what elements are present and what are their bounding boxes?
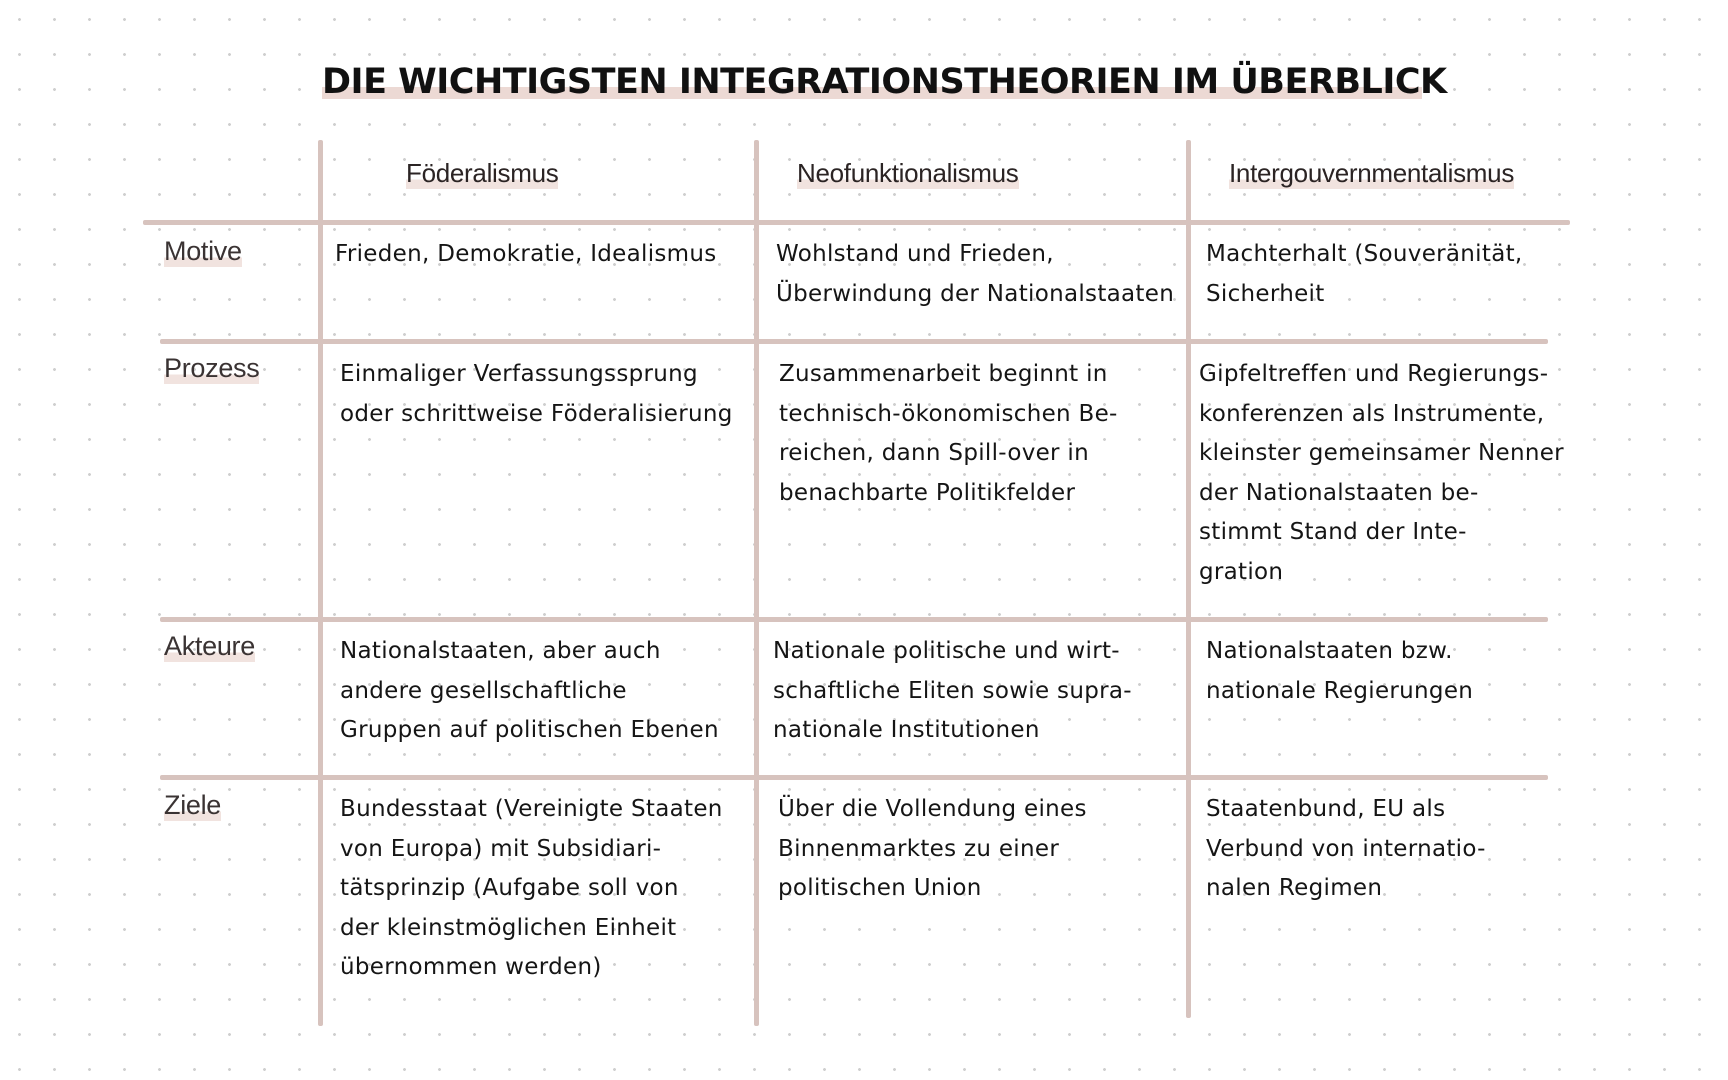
page-title: DIE WICHTIGSTEN INTEGRATIONSTHEORIEN IM ÜBERBLICK [322,62,1447,102]
grid-line-vertical [1186,140,1191,1018]
cell-line: Sicherheit [1206,280,1325,307]
grid-line-horizontal [160,775,1548,780]
grid-line-horizontal [160,617,1548,622]
cell-line: benachbarte Politikfelder [779,479,1076,506]
table-cell [340,355,733,434]
cell-line: Binnenmarktes zu einer [778,835,1060,862]
cell-line: reichen, dann Spill-over in [779,440,1089,466]
table-cell [1206,235,1523,314]
cell-line: Staatenbund, EU als [1206,796,1446,822]
cell-line: nationale Institutionen [773,717,1040,743]
cell-line: technisch-ökonomischen Be- [779,400,1118,427]
cell-line: Wohlstand und Frieden, [776,241,1054,267]
cell-line: Gipfeltreffen und Regierungs- [1199,361,1549,387]
grid-line-horizontal [160,339,1548,344]
row-header-ziele: Ziele [164,790,222,820]
table-cell [779,355,1118,513]
cell-line: Einmaliger Verfassungssprung [340,361,698,387]
table-cell [340,632,719,751]
cell-line: kleinster gemeinsamer Nenner [1199,440,1564,466]
cell-line: Zusammenarbeit beginnt in [779,361,1108,387]
cell-line: stimmt Stand der Inte- [1199,519,1467,545]
cell-line: Über die Vollendung eines [778,796,1087,822]
row-header-prozess: Prozess [164,353,260,383]
cell-line: Nationalstaaten bzw. [1206,638,1453,664]
cell-line: Verbund von internatio- [1206,835,1486,862]
table-cell [776,235,1174,314]
cell-line: Nationale politische und wirt- [773,638,1120,664]
cell-line: der Nationalstaaten be- [1199,479,1479,506]
table-cell [1206,632,1473,711]
cell-line: der kleinstmöglichen Einheit [340,914,677,941]
table-cell [335,235,717,275]
cell-line: gration [1199,558,1284,585]
row-header-akteure: Akteure [164,631,255,661]
cell-line: übernommen werden) [340,954,602,980]
cell-line: Bundesstaat (Vereinigte Staaten [340,796,723,822]
row-header-motive: Motive [164,236,242,266]
table-cell [1206,790,1486,909]
cell-line: von Europa) mit Subsidiari- [340,835,662,862]
column-header-foederalismus: Föderalismus [406,158,559,188]
grid-line-horizontal [143,220,1570,225]
table-cell [778,790,1087,909]
cell-line: Gruppen auf politischen Ebenen [340,717,719,743]
grid-line-vertical [754,140,759,1026]
grid-line-vertical [318,140,323,1026]
cell-line: oder schrittweise Föderalisierung [340,400,733,427]
cell-line: Machterhalt (Souveränität, [1206,241,1523,267]
column-header-intergouvernmentalismus: Intergouvernmentalismus [1229,158,1515,188]
cell-line: schaftliche Eliten sowie supra- [773,677,1132,704]
column-header-neofunktionalismus: Neofunktionalismus [797,158,1019,188]
table-cell [1199,355,1564,592]
cell-line: Frieden, Demokratie, Idealismus [335,241,717,267]
cell-line: politischen Union [778,875,982,901]
table-cell [773,632,1132,751]
cell-line: Überwindung der Nationalstaaten [776,280,1175,307]
cell-line: konferenzen als Instrumente, [1199,400,1545,427]
cell-line: nalen Regimen [1206,875,1383,901]
cell-line: tätsprinzip (Aufgabe soll von [340,875,679,901]
cell-line: Nationalstaaten, aber auch [340,638,661,664]
cell-line: nationale Regierungen [1206,677,1474,704]
table-cell [340,790,723,988]
cell-line: andere gesellschaftliche [340,677,627,704]
